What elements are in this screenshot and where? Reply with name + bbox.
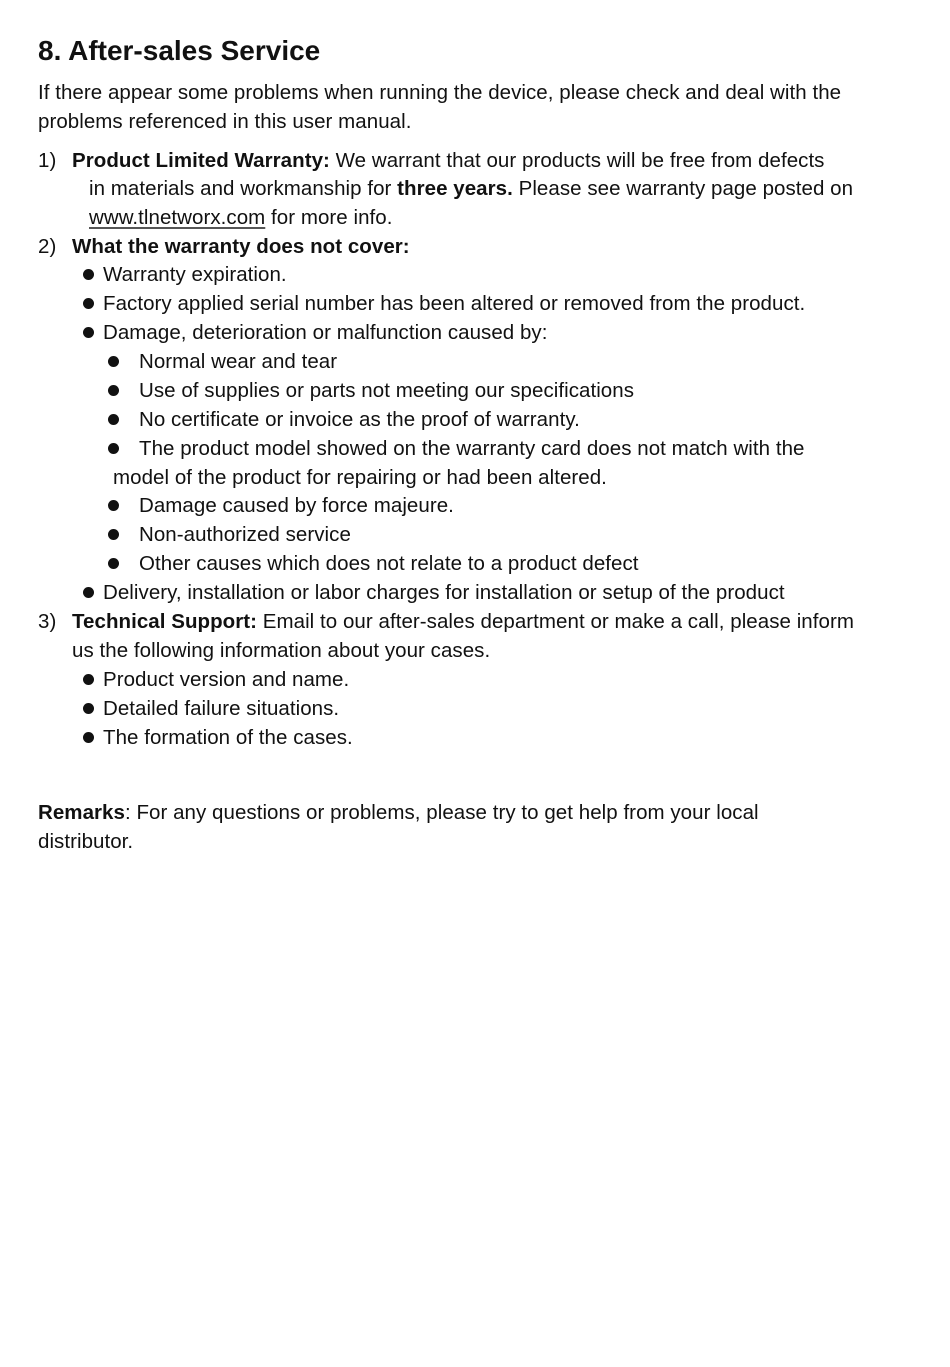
remarks-label: Remarks [38,801,125,824]
item-1-number: 1) [38,149,57,172]
item-1-line-2 [89,176,853,202]
bullet-dot [83,269,94,280]
remarks-line-2: distributor. [38,830,134,853]
item-3-number: 3) [38,610,57,633]
item-2-sub-bullet-1: Normal wear and tear [139,350,338,373]
item-2-bullet-1: Warranty expiration. [103,263,287,286]
item-2-number: 2) [38,235,57,258]
item-1-text-2a: in materials and workmanship for [89,177,398,200]
remarks-line-1 [38,800,759,826]
item-1-text-2b: Please see warranty page posted on [512,177,854,200]
item-3-bullet-3: The formation of the cases. [103,726,353,749]
bullet-dot [83,703,94,714]
item-3-line-1 [72,609,854,635]
item-1-bold-duration: three years. [397,177,513,200]
item-2-title-text: What the warranty does not cover: [72,235,410,258]
bullet-dot [83,674,94,685]
item-1-text-1: We warrant that our products will be free from defects [329,149,825,172]
item-2-sub-bullet-2: Use of supplies or parts not meeting our specifications [139,379,634,402]
section-heading: 8. After-sales Service [38,35,321,66]
item-1-text-3: for more info. [265,206,393,229]
intro-line-2: problems referenced in this user manual. [38,110,412,133]
item-2-bullet-3: Damage, deterioration or malfunction caused by: [103,321,548,344]
item-3-bullet-2: Detailed failure situations. [103,697,340,720]
item-2-sub-bullet-4: The product model showed on the warranty card does not match with the [139,437,805,460]
sub-bullet-dot [108,414,119,425]
sub-bullet-dot [108,500,119,511]
sub-bullet-dot [108,558,119,569]
item-2-title [72,234,410,260]
item-2-last-bullet: Delivery, installation or labor charges for installation or setup of the product [103,581,785,604]
sub-bullet-dot [108,443,119,454]
item-3-text-1: Email to our after-sales department or make a call, please inform [257,610,854,633]
bullet-dot [83,327,94,338]
item-2-sub-bullet-3: No certificate or invoice as the proof of warranty. [139,408,580,431]
sub-bullet-dot [108,385,119,396]
item-2-bullet-2: Factory applied serial number has been altered or removed from the product. [103,292,806,315]
bullet-dot [83,587,94,598]
item-2-sub-bullet-7: Other causes which does not relate to a product defect [139,552,639,575]
item-2-sub-bullet-6: Non-authorized service [139,523,351,546]
item-2-sub-bullet-5: Damage caused by force majeure. [139,494,454,517]
item-1-line-1 [72,148,825,174]
item-3-title: Technical Support: [72,610,258,633]
remarks-text-1: : For any questions or problems, please try to get help from your local [124,801,759,824]
item-3-bullet-1: Product version and name. [103,668,350,691]
sub-bullet-dot [108,529,119,540]
intro-line-1: If there appear some problems when running the device, please check and deal with the [38,81,842,104]
item-3-line-2: us the following information about your cases. [72,639,491,662]
bullet-dot [83,732,94,743]
item-1-title: Product Limited Warranty: [72,149,330,172]
sub-bullet-dot [108,356,119,367]
item-1-line-3 [89,205,393,231]
warranty-link[interactable]: www.tlnetworx.com [89,206,266,229]
item-2-sub-bullet-4-continuation: model of the product for repairing or had been altered. [113,466,607,489]
bullet-dot [83,298,94,309]
